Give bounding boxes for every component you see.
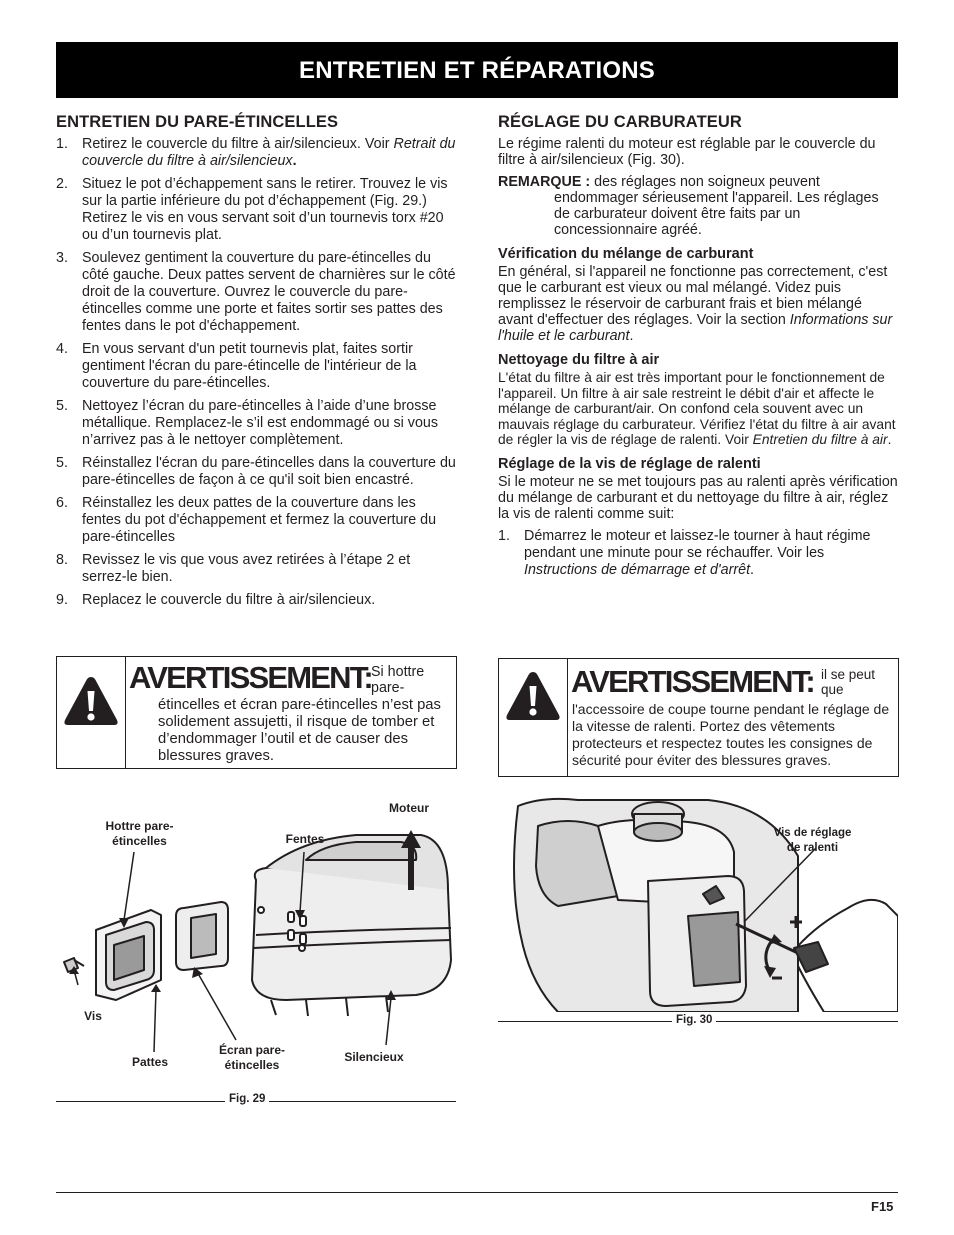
warning-tail: il se peut que xyxy=(821,667,876,697)
warning-box-spark xyxy=(56,656,457,769)
callout-moteur: Moteur xyxy=(389,801,429,815)
spark-arrestor-steps xyxy=(56,136,456,609)
warning-box-idle xyxy=(498,658,899,777)
fuel-mix-heading: Vérification du mélange de carburant xyxy=(498,246,754,262)
warning-triangle-icon xyxy=(504,669,562,723)
air-filter-heading: Nettoyage du filtre à air xyxy=(498,352,660,368)
list-item: 1. Retirez le couvercle du filtre à air/silencieux. Voir Retrait du couvercle du filtre à air/silencieux. xyxy=(56,136,456,169)
right-column xyxy=(498,113,898,585)
remarque-text: des réglages non soigneux peuvent endommager sérieusement l'appareil. Les réglages de carburateur doivent être faits par un concessionnaire agréé. xyxy=(554,174,879,238)
callout-vis: Vis xyxy=(84,1009,102,1023)
fig29-label: Fig. 29 xyxy=(225,1093,269,1105)
remarque-note xyxy=(498,174,898,238)
list-item: 2. Situez le pot d’échappement sans le retirer. Trouvez le vis sur la partie inférieure du pot d’échappement (Fig. 29.) Retirez le vis en vous servant soit d’un tournevis torx #20 ou d’un tournevis plat. xyxy=(56,176,448,243)
idle-screw-text: Si le moteur ne se met toujours pas au ralenti après vérification du mélange de carburant et du nettoyage du filtre à air, réglez la vis de ralenti comme suit: xyxy=(498,473,898,522)
warning-icon-cell xyxy=(499,659,568,776)
list-item: 1. Démarrez le moteur et laissez-le tourner à haut régime pendant une minute pour se réchauffer. Voir les Instructions de démarrage et d'arrêt. xyxy=(498,527,871,578)
callout-vis-ralenti: Vis de réglage de ralenti xyxy=(773,827,852,854)
spark-arrestor-heading: ENTRETIEN DU PARE-ÉTINCELLES xyxy=(56,113,339,131)
callout-fentes: Fentes xyxy=(285,832,325,846)
list-item: 8. Revissez le vis que vous avez retirées à l’étape 2 et serrez-le bien. xyxy=(56,552,411,585)
fuel-mix-text: En général, si l'appareil ne fonctionne pas correctement, c'est que le carburant est vieux ou mal mélangé. Videz puis remplissez le réservoir de carburant frais et bien mélangé avant d'effectuer des réglages. Voir la section Informations sur l'huile et le carburant. xyxy=(498,264,893,344)
air-filter-text: L'état du filtre à air est très important pour le fonctionnement de l'appareil. Un filtre à air sale restreint le débit d'air et affecte le mélange de carburant/air. On confond cela souvent avec un mauvais réglage du carburateur. Vérifiez l'état du filtre à air avant de régler la vis de réglage de ralenti. Voir Entretien du filtre à air. xyxy=(498,370,896,447)
callout-silencieux: Silencieux xyxy=(344,1050,404,1064)
callout-ecran: Écran pare-étincelles xyxy=(218,1043,286,1072)
warning-body: étincelles et écran pare-étincelles n’est pas solidement assujetti, il risque de tomber et d’endommager l’outil et de causer des blessures graves. xyxy=(158,697,441,764)
left-column xyxy=(56,113,456,615)
warning-body: l'accessoire de coupe tourne pendant le réglage de la vitesse de ralenti. Portez des vêtements protecteurs et respectez toutes les consignes de sécurité pour éviter des blessures graves. xyxy=(572,701,890,768)
section-header: ENTRETIEN ET RÉPARATIONS xyxy=(56,42,898,98)
page-number: F15 xyxy=(871,1199,894,1214)
warning-title: AVERTISSEMENT: xyxy=(129,660,372,695)
fig30-label: Fig. 30 xyxy=(672,1014,716,1026)
remarque-label: REMARQUE : xyxy=(498,174,591,190)
list-item: 3. Soulevez gentiment la couverture du pare-étincelles du côté gauche. Deux pattes servent de charnières sur le côté droit de la couverture. Ouvrez le couvercle du pare-étincelles comme une porte et faites sortir ses pattes des fentes dans le pot d'échappement. xyxy=(56,250,456,334)
list-item: 5. Réinstallez l'écran du pare-étincelles dans la couverture du pare-étincelles de façon à ce qu'il soit bien encastré. xyxy=(56,455,456,488)
callout-hottre: Hottre pare-étincelles xyxy=(105,819,174,848)
callout-pattes: Pattes xyxy=(131,1055,169,1069)
warning-title: AVERTISSEMENT: xyxy=(571,664,814,699)
warning-icon-cell xyxy=(57,657,126,768)
list-item: 9. Replacez le couvercle du filtre à air/silencieux. xyxy=(56,592,376,608)
warning-tail: Si hottre pare- xyxy=(371,664,425,696)
list-item: 5. Nettoyez l’écran du pare-étincelles à l’aide d’une brosse métallique. Remplacez-le s’il est endommagé ou si vous n’arrivez pas à le nettoyer complètement. xyxy=(56,398,438,448)
idle-steps xyxy=(498,528,898,579)
carburetor-intro: Le régime ralenti du moteur est réglable par le couvercle du filtre à air/silencieux (Fig. 30). xyxy=(498,136,876,168)
list-item: 4. En vous servant d'un petit tournevis plat, faites sortir gentiment l'écran du pare-étincelle de l'intérieur de la couverture du pare-étincelles. xyxy=(56,341,417,391)
carburetor-heading: RÉGLAGE DU CARBURATEUR xyxy=(498,113,742,131)
idle-screw-heading: Réglage de la vis de réglage de ralenti xyxy=(498,455,761,472)
footer-rule xyxy=(56,1192,898,1193)
warning-triangle-icon xyxy=(62,674,120,728)
list-item: 6. Réinstallez les deux pattes de la couverture dans les fentes du pot d'échappement et fermez la couverture du pare-étincelles xyxy=(56,495,437,545)
